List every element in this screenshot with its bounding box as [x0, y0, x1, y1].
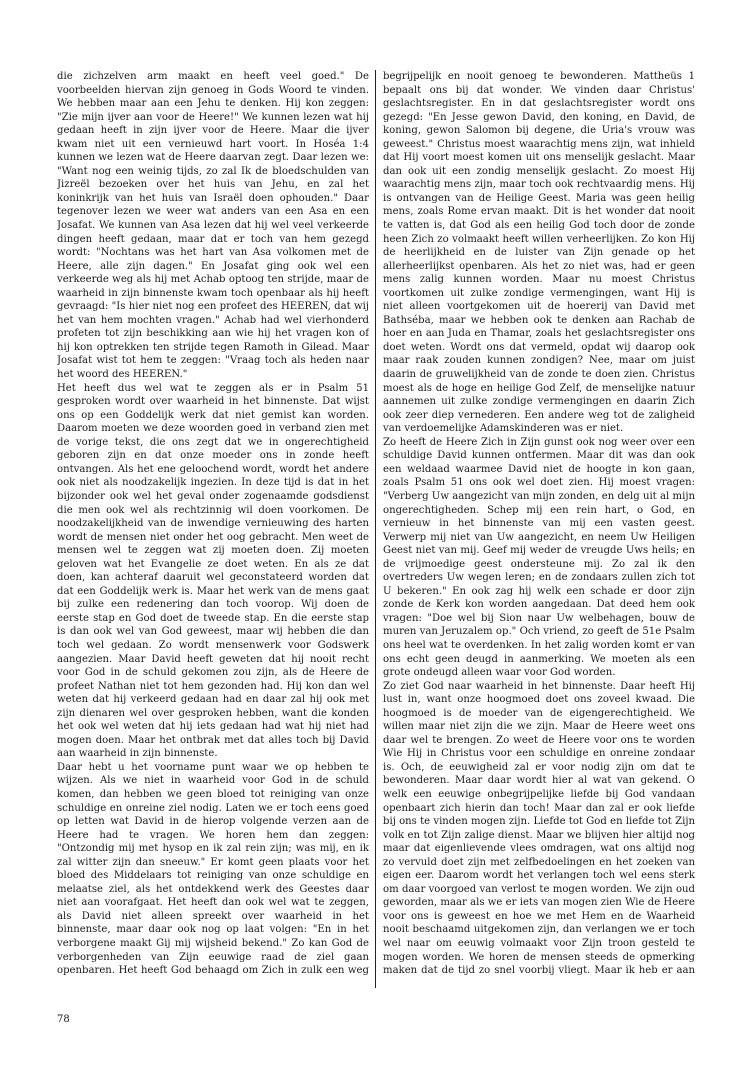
paragraph: Het heeft dus wel wat te zeggen als er in Psalm 51 gesproken wordt over waarheid in het binnenste. Dat wijst ons op een Goddelijk werk dat niet gemist kan worden. Daarom moeten we deze woorden goed in verband zien met de vorige tekst, die ons zegt dat we in ongerechtigheid geboren zijn en dat onze moeder ons in zonde heeft ontvangen. Als het ene geloochend wordt, wordt het andere ook niet als noodzakelijk ingezien. In deze tijd is dat in het bijzonder ook wel het geval onder zogenaamde godsdienst die men ook wel als rechtzinnig wil doen voorkomen. De noodzakelijkheid van de inwendige vernieuwing des harten wordt de mensen niet onder het oog gebracht. Men weet de mensen wel te zeggen wat zij moeten doen. Zij moeten geloven wat het Evangelie ze doet weten. En als ze dat doen, kan achteraf daaruit wel geconstateerd worden dat dat een Goddelijk werk is. Maar het werk van de mens gaat bij zulke een redenering dan toch voorop. Wij doen de eerste stap en God doet de tweede stap. En die eerste stap is dan ook wel van God geweest, maar wij hebben die dan toch wel gedaan. Zo wordt mensenwerk voor Godswerk aangezien. Maar David heeft geweten dat hij nooit recht voor God in de schuld gekomen zou zijn, als de Heere de profeet Nathan niet tot hem gezonden had. Hij kon dan wel weten dat hij verkeerd gedaan had en daar zal hij ook met zijn dienaren wel over gesproken hebben, want die konden het ook wel weten dat hij iets gedaan had wat hij niet had mogen doen. Maar het ontbrak met dat alles toch bij David aan waarheid in zijn binnenste. — [57, 382, 369, 760]
paragraph: Zo heeft de Heere Zich in Zijn gunst ook nog weer over een schuldige David kunnen ontfermen. Maar dit was dan ook een weldaad waarmee David niet de hoogte in kon gaan, zoals Psalm 51 ons ook wel doet zien. Hij moest vragen: "Verberg Uw aangezicht van mijn zonden, en delg uit al mijn ongerechtigheden. Schep mij een rein hart, o God, en vernieuw in het binnenste van mij een vasten geest. Verwerp mij niet van Uw aangezicht, en neem Uw Heiligen Geest niet van mij. Geef mij weder de vreugde Uws heils; en de vrijmoedige geest ondersteune mij. Zo zal ik den overtreders Uw wegen leren; en de zondaars zullen zich tot U bekeren." En ook zag hij welk een schade er door zijn zonde de Kerk kon worden aangedaan. Dat deed hem ook vragen: "Doe wel bij Sion naar Uw welbehagen, bouw de muren van Jeruzalem op." Och vriend, zo geeft de 51e Psalm ons heel wat te overdenken. In het zalig worden komt er van ons echt geen deugd in aanmerking. We moeten als een grote ondeugd alleen waar voor God worden. — [383, 436, 695, 679]
paragraph: die zichzelven arm maakt en heeft veel goed." De voorbeelden hiervan zijn genoeg in Gods Woord te vinden. We hebben maar aan een Jehu te denken. Hij kon zeggen: "Zie mijn ijver aan voor de Heere!" We kunnen lezen wat hij gedaan heeft in zijn ijver voor de Heere. Maar die ijver kwam niet uit een vernieuwd hart voort. In Hoséa 1:4 kunnen we lezen wat de Heere daarvan zegt. Daar lezen we: "Want nog een weinig tijds, zo zal Ik de bloedschulden van Jizreël bezoeken over het huis van Jehu, en zal het koninkrijk van het huis van Israël doen ophouden." Daar tegenover lezen we weer wat anders van een Asa en een Josafat. We kunnen van Asa lezen dat hij wel veel verkeerde dingen heeft gedaan, maar dat er toch van hem gezegd wordt: "Nochtans was het hart van Asa volkomen met de Heere, alle zijn dagen." En Josafat ging ook wel een verkeerde weg als hij met Achab optoog ten strijde, maar de waarheid in zijn binnenste kwam toch openbaar als hij heeft gevraagd: "Is hier niet nog een profeet des HEEREN, dat wij het van hem mochten vragen." Achab had wel vierhonderd profeten tot zijn beschikking aan wie hij het vragen kon of hij kon optrekken ten strijde tegen Ramoth in Gilead. Maar Josafat wist tot hem te zeggen: "Vraag toch als heden naar het woord des HEEREN." — [57, 71, 369, 381]
paragraph: Daar hebt u het voorname punt waar we op hebben te wijzen. Als we niet in waarheid voor God in de schuld komen, dan hebben we geen bloed tot reiniging van onze schuldige en onreine ziel nodig. Laten we er toch eens goed op letten wat David in de hierop volgende verzen aan de Heere had te vragen. We horen hem dan zeggen: "Ontzondig mij met hysop en ik zal rein zijn; was mij, en ik zal witter zijn dan sneeuw." Er komt geen plaats voor het bloed des Middelaars tot reiniging van onze schuldige en melaatse ziel, als het ontdekkend werk des Geestes daar niet aan voorafgaat. Het heeft dan ook wel wat te zeggen, als David niet alleen spreekt over waarheid in het binnenste, maar daar ook nog op laat volgen: "En in het verborgene maakt Gij mij wijsheid bekend." Zo kan God de verborgenheden van Zijn eeuwige raad de ziel gaan openbaren. Het heeft God behaagd om Zich in zulk een weg — [57, 761, 369, 976]
paragraph: Zo ziet God naar waarheid in het binnenste. Daar heeft Hij lust in, want onze hoogmoed doet ons zoveel kwaad. Die hoogmoed is de moeder van de eigengerechtigheid. We willen maar niet zijn die we zijn. Maar de Heere weet ons daar wel te brengen. Zo weet de Heere voor ons te worden Wie Hij in Christus voor een schuldige en onreine zondaar is. Och, de eeuwigheid zal er voor nodig zijn om dat te bewonderen. Maar daar wordt hier al wat van gekend. O welk een eeuwige onbegrijpelijke liefde bij God vandaan openbaart zich hierin dan toch! Maar dan zal er ook liefde bij ons te vinden mogen zijn. Liefde tot God en liefde tot Zijn volk en tot Zijn zalige dienst. Maar we blijven hier altijd nog maar dat eigenlievende vlees omdragen, wat ons altijd nog zo vervuld doet zijn met zelfbedoelingen en het zoeken van eigen eer. Daarom wordt het verlangen toch wel eens sterk om daar voorgoed van verlost te mogen worden. We zijn oud geworden, maar als we er iets van mogen zien Wie de Heere voor ons is geweest en hoe we met Hem en de Waarheid nooit beschaamd uitgekomen zijn, dan verlangen we er toch wel naar om eeuwig volmaakt voor Zijn troon gesteld te mogen worden. We horen de mensen steeds de opmerking maken dat de tijd zo snel voorbij vliegt. Maar ik heb er aan — [383, 680, 695, 976]
column-divider — [375, 70, 376, 988]
left-column — [57, 70, 369, 976]
page-number: 78 — [57, 1014, 70, 1025]
paragraph: begrijpelijk en nooit genoeg te bewonderen. Mattheüs 1 bepaalt ons bij dat wonder. We vinden daar Christus' geslachtsregister. En in dat geslachtsregister wordt ons gezegd: "En Jesse gewon David, den koning, en David, de koning, gewon Salomon bij degene, die Uria's vrouw was geweest." Christus moest waarachtig mens zijn, wat inhield dat Hij voort moest komen uit ons menselijk geslacht. Maar dan ook uit een zondig menselijk geslacht. Zo moest Hij waarachtig mens zijn, maar toch ook rechtvaardig mens. Hij is ontvangen van de Heilige Geest. Maria was geen heilig mens, zoals Rome ervan maakt. Dit is het wonder dat nooit te vatten is, dat God als een heilig God toch door de zonde heen Zich zo volmaakt heeft willen verheerlijken. Zo kon Hij de heerlijkheid en de luister van Zijn genade op het allerheerlijkst openbaren. Als het zo niet was, had er geen mens zalig kunnen worden. Maar nu moest Christus voortkomen uit zulke zondige vermengingen, want Hij is niet alleen voortgekomen uit de hoererij van David met Bathséba, maar we hebben ook te denken aan Rachab de hoer en aan Juda en Thamar, zoals het geslachtsregister ons doet weten. Wordt ons dat vermeld, opdat wij daarop ook maar raak zouden kunnen zondigen? Nee, maar om juist daarin de gruwelijkheid van de zonde te doen zien. Christus moest als de hoge en heilige God Zelf, de menselijke natuur aannemen uit zulke zondige vermengingen en daarin Zich ook zeer diep vernederen. Een andere weg tot de zaligheid van verdoemelijke Adamskinderen was er niet. — [383, 71, 695, 435]
right-column — [383, 70, 695, 976]
